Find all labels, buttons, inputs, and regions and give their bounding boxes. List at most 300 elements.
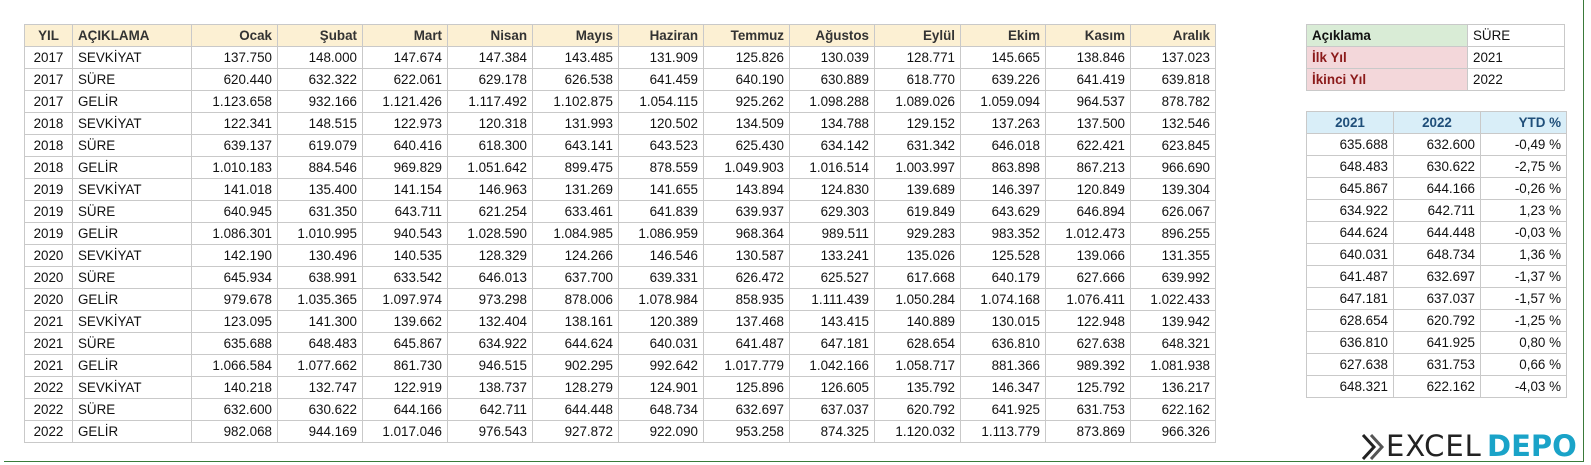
table-cell[interactable]: 2017: [25, 47, 73, 69]
ytd-cell[interactable]: 644.166: [1394, 178, 1481, 200]
table-cell[interactable]: 1.042.166: [790, 355, 875, 377]
ytd-column-header[interactable]: 2021: [1307, 112, 1394, 134]
table-cell[interactable]: 940.543: [363, 223, 448, 245]
table-cell[interactable]: 878.006: [533, 289, 619, 311]
ytd-cell[interactable]: -0,26 %: [1481, 178, 1567, 200]
table-cell[interactable]: 148.000: [278, 47, 363, 69]
table-cell[interactable]: 640.190: [704, 69, 790, 91]
table-cell[interactable]: 2019: [25, 201, 73, 223]
ytd-cell[interactable]: -1,57 %: [1481, 288, 1567, 310]
table-cell[interactable]: 136.217: [1131, 377, 1216, 399]
table-cell[interactable]: 2018: [25, 157, 73, 179]
table-cell[interactable]: 1.086.301: [192, 223, 278, 245]
table-cell[interactable]: 640.416: [363, 135, 448, 157]
table-cell[interactable]: 634.142: [790, 135, 875, 157]
ytd-cell[interactable]: -2,75 %: [1481, 156, 1567, 178]
table-cell[interactable]: 622.421: [1046, 135, 1131, 157]
table-cell[interactable]: 139.066: [1046, 245, 1131, 267]
table-cell[interactable]: 617.668: [875, 267, 961, 289]
column-header[interactable]: Ağustos: [790, 25, 875, 47]
table-cell[interactable]: 143.894: [704, 179, 790, 201]
table-cell[interactable]: 623.845: [1131, 135, 1216, 157]
table-cell[interactable]: 639.818: [1131, 69, 1216, 91]
ytd-cell[interactable]: 627.638: [1307, 354, 1394, 376]
table-cell[interactable]: 141.300: [278, 311, 363, 333]
table-cell[interactable]: 639.937: [704, 201, 790, 223]
ytd-cell[interactable]: 0,66 %: [1481, 354, 1567, 376]
column-header[interactable]: Nisan: [448, 25, 533, 47]
table-cell[interactable]: 989.392: [1046, 355, 1131, 377]
table-cell[interactable]: 139.304: [1131, 179, 1216, 201]
ytd-cell[interactable]: 635.688: [1307, 134, 1394, 156]
table-cell[interactable]: 2020: [25, 245, 73, 267]
table-cell[interactable]: 979.678: [192, 289, 278, 311]
table-cell[interactable]: 982.068: [192, 421, 278, 443]
table-cell[interactable]: 902.295: [533, 355, 619, 377]
table-cell[interactable]: 146.963: [448, 179, 533, 201]
table-cell[interactable]: GELİR: [73, 355, 192, 377]
table-cell[interactable]: 1.022.433: [1131, 289, 1216, 311]
table-cell[interactable]: 976.543: [448, 421, 533, 443]
table-cell[interactable]: 1.003.997: [875, 157, 961, 179]
ytd-cell[interactable]: 644.624: [1307, 222, 1394, 244]
table-cell[interactable]: 642.711: [448, 399, 533, 421]
table-cell[interactable]: 2017: [25, 69, 73, 91]
table-cell[interactable]: 1.097.974: [363, 289, 448, 311]
table-cell[interactable]: 130.587: [704, 245, 790, 267]
table-cell[interactable]: 969.829: [363, 157, 448, 179]
table-cell[interactable]: 132.747: [278, 377, 363, 399]
table-cell[interactable]: 925.262: [704, 91, 790, 113]
ytd-cell[interactable]: 647.181: [1307, 288, 1394, 310]
table-cell[interactable]: 1.010.995: [278, 223, 363, 245]
table-cell[interactable]: 125.528: [961, 245, 1046, 267]
table-cell[interactable]: SÜRE: [73, 135, 192, 157]
table-cell[interactable]: 125.896: [704, 377, 790, 399]
column-header[interactable]: AÇIKLAMA: [73, 25, 192, 47]
table-cell[interactable]: 139.942: [1131, 311, 1216, 333]
table-cell[interactable]: 619.849: [875, 201, 961, 223]
ytd-cell[interactable]: -4,03 %: [1481, 376, 1567, 398]
table-cell[interactable]: 632.600: [192, 399, 278, 421]
table-cell[interactable]: 878.782: [1131, 91, 1216, 113]
table-cell[interactable]: 124.266: [533, 245, 619, 267]
table-cell[interactable]: 122.948: [1046, 311, 1131, 333]
table-cell[interactable]: 899.475: [533, 157, 619, 179]
table-cell[interactable]: 125.826: [704, 47, 790, 69]
table-cell[interactable]: 992.642: [619, 355, 704, 377]
table-cell[interactable]: 137.263: [961, 113, 1046, 135]
table-cell[interactable]: 1.078.984: [619, 289, 704, 311]
table-cell[interactable]: 964.537: [1046, 91, 1131, 113]
table-cell[interactable]: 2019: [25, 223, 73, 245]
table-cell[interactable]: 627.638: [1046, 333, 1131, 355]
table-cell[interactable]: 145.665: [961, 47, 1046, 69]
table-cell[interactable]: 626.067: [1131, 201, 1216, 223]
table-cell[interactable]: 1.102.875: [533, 91, 619, 113]
table-cell[interactable]: 861.730: [363, 355, 448, 377]
table-cell[interactable]: 643.629: [961, 201, 1046, 223]
table-cell[interactable]: 643.711: [363, 201, 448, 223]
table-cell[interactable]: 644.166: [363, 399, 448, 421]
table-cell[interactable]: 134.509: [704, 113, 790, 135]
table-cell[interactable]: 863.898: [961, 157, 1046, 179]
table-cell[interactable]: SEVKİYAT: [73, 311, 192, 333]
param-label[interactable]: İlk Yıl: [1307, 47, 1468, 69]
table-cell[interactable]: 631.753: [1046, 399, 1131, 421]
table-cell[interactable]: 645.867: [363, 333, 448, 355]
ytd-cell[interactable]: 632.600: [1394, 134, 1481, 156]
table-cell[interactable]: 1.017.046: [363, 421, 448, 443]
table-cell[interactable]: 147.384: [448, 47, 533, 69]
param-value[interactable]: 2022: [1468, 69, 1565, 91]
table-cell[interactable]: 1.086.959: [619, 223, 704, 245]
table-cell[interactable]: SEVKİYAT: [73, 113, 192, 135]
table-cell[interactable]: 640.179: [961, 267, 1046, 289]
table-cell[interactable]: 641.925: [961, 399, 1046, 421]
ytd-cell[interactable]: 642.711: [1394, 200, 1481, 222]
table-cell[interactable]: 139.662: [363, 311, 448, 333]
table-cell[interactable]: SÜRE: [73, 399, 192, 421]
table-cell[interactable]: 645.934: [192, 267, 278, 289]
table-cell[interactable]: 867.213: [1046, 157, 1131, 179]
table-cell[interactable]: 143.485: [533, 47, 619, 69]
table-cell[interactable]: 126.605: [790, 377, 875, 399]
table-cell[interactable]: 629.178: [448, 69, 533, 91]
ytd-cell[interactable]: 620.792: [1394, 310, 1481, 332]
table-cell[interactable]: 135.400: [278, 179, 363, 201]
table-cell[interactable]: 620.792: [875, 399, 961, 421]
table-cell[interactable]: 1.123.658: [192, 91, 278, 113]
table-cell[interactable]: 122.341: [192, 113, 278, 135]
table-cell[interactable]: 625.527: [790, 267, 875, 289]
table-cell[interactable]: 2020: [25, 289, 73, 311]
table-cell[interactable]: GELİR: [73, 289, 192, 311]
table-cell[interactable]: 873.869: [1046, 421, 1131, 443]
table-cell[interactable]: 2017: [25, 91, 73, 113]
table-cell[interactable]: 628.654: [875, 333, 961, 355]
table-cell[interactable]: 922.090: [619, 421, 704, 443]
table-cell[interactable]: 120.849: [1046, 179, 1131, 201]
table-cell[interactable]: 140.218: [192, 377, 278, 399]
table-cell[interactable]: SEVKİYAT: [73, 179, 192, 201]
table-cell[interactable]: 1.035.365: [278, 289, 363, 311]
ytd-cell[interactable]: 641.487: [1307, 266, 1394, 288]
table-cell[interactable]: 1.111.439: [790, 289, 875, 311]
table-cell[interactable]: 139.689: [875, 179, 961, 201]
ytd-cell[interactable]: -1,25 %: [1481, 310, 1567, 332]
table-cell[interactable]: GELİR: [73, 91, 192, 113]
table-cell[interactable]: 646.894: [1046, 201, 1131, 223]
table-cell[interactable]: 132.546: [1131, 113, 1216, 135]
table-cell[interactable]: 2022: [25, 377, 73, 399]
table-cell[interactable]: 636.810: [961, 333, 1046, 355]
ytd-cell[interactable]: 648.734: [1394, 244, 1481, 266]
ytd-cell[interactable]: 648.321: [1307, 376, 1394, 398]
ytd-cell[interactable]: -0,03 %: [1481, 222, 1567, 244]
table-cell[interactable]: 1.084.985: [533, 223, 619, 245]
ytd-cell[interactable]: 636.810: [1307, 332, 1394, 354]
table-cell[interactable]: 1.120.032: [875, 421, 961, 443]
table-cell[interactable]: 881.366: [961, 355, 1046, 377]
table-cell[interactable]: 1.010.183: [192, 157, 278, 179]
ytd-cell[interactable]: 622.162: [1394, 376, 1481, 398]
table-cell[interactable]: 128.771: [875, 47, 961, 69]
table-cell[interactable]: 625.430: [704, 135, 790, 157]
table-cell[interactable]: 141.018: [192, 179, 278, 201]
ytd-cell[interactable]: 1,23 %: [1481, 200, 1567, 222]
param-value[interactable]: 2021: [1468, 47, 1565, 69]
table-cell[interactable]: 633.542: [363, 267, 448, 289]
table-cell[interactable]: 632.697: [704, 399, 790, 421]
table-cell[interactable]: 128.279: [533, 377, 619, 399]
table-cell[interactable]: 130.015: [961, 311, 1046, 333]
ytd-cell[interactable]: 628.654: [1307, 310, 1394, 332]
table-cell[interactable]: 1.113.779: [961, 421, 1046, 443]
table-cell[interactable]: 639.226: [961, 69, 1046, 91]
table-cell[interactable]: 1.012.473: [1046, 223, 1131, 245]
table-cell[interactable]: 140.535: [363, 245, 448, 267]
table-cell[interactable]: 638.991: [278, 267, 363, 289]
column-header[interactable]: YIL: [25, 25, 73, 47]
table-cell[interactable]: 989.511: [790, 223, 875, 245]
table-cell[interactable]: 630.622: [278, 399, 363, 421]
table-cell[interactable]: 124.901: [619, 377, 704, 399]
table-cell[interactable]: 131.993: [533, 113, 619, 135]
table-cell[interactable]: 146.347: [961, 377, 1046, 399]
table-cell[interactable]: 1.089.026: [875, 91, 961, 113]
table-cell[interactable]: 120.318: [448, 113, 533, 135]
table-cell[interactable]: 973.298: [448, 289, 533, 311]
column-header[interactable]: Mart: [363, 25, 448, 47]
table-cell[interactable]: 929.283: [875, 223, 961, 245]
table-cell[interactable]: 125.792: [1046, 377, 1131, 399]
table-cell[interactable]: 1.017.779: [704, 355, 790, 377]
table-cell[interactable]: 884.546: [278, 157, 363, 179]
table-cell[interactable]: SÜRE: [73, 333, 192, 355]
table-cell[interactable]: 2021: [25, 311, 73, 333]
table-cell[interactable]: 135.026: [875, 245, 961, 267]
table-cell[interactable]: 2022: [25, 399, 73, 421]
table-cell[interactable]: 120.389: [619, 311, 704, 333]
table-cell[interactable]: 129.152: [875, 113, 961, 135]
table-cell[interactable]: 944.169: [278, 421, 363, 443]
table-cell[interactable]: 648.734: [619, 399, 704, 421]
table-cell[interactable]: GELİR: [73, 421, 192, 443]
ytd-cell[interactable]: -0,49 %: [1481, 134, 1567, 156]
table-cell[interactable]: 641.419: [1046, 69, 1131, 91]
ytd-cell[interactable]: 630.622: [1394, 156, 1481, 178]
table-cell[interactable]: 618.300: [448, 135, 533, 157]
table-cell[interactable]: 123.095: [192, 311, 278, 333]
table-cell[interactable]: 966.690: [1131, 157, 1216, 179]
table-cell[interactable]: 641.839: [619, 201, 704, 223]
table-cell[interactable]: 621.254: [448, 201, 533, 223]
table-cell[interactable]: 134.788: [790, 113, 875, 135]
column-header[interactable]: Aralık: [1131, 25, 1216, 47]
table-cell[interactable]: 138.161: [533, 311, 619, 333]
table-cell[interactable]: 130.496: [278, 245, 363, 267]
table-cell[interactable]: 637.037: [790, 399, 875, 421]
table-cell[interactable]: 634.922: [448, 333, 533, 355]
table-cell[interactable]: 622.162: [1131, 399, 1216, 421]
column-header[interactable]: Mayıs: [533, 25, 619, 47]
table-cell[interactable]: 137.500: [1046, 113, 1131, 135]
table-cell[interactable]: 137.023: [1131, 47, 1216, 69]
ytd-cell[interactable]: 637.037: [1394, 288, 1481, 310]
table-cell[interactable]: 633.461: [533, 201, 619, 223]
ytd-cell[interactable]: 641.925: [1394, 332, 1481, 354]
table-cell[interactable]: 620.440: [192, 69, 278, 91]
table-cell[interactable]: 135.792: [875, 377, 961, 399]
param-value[interactable]: SÜRE: [1468, 25, 1565, 47]
table-cell[interactable]: 1.077.662: [278, 355, 363, 377]
table-cell[interactable]: 146.546: [619, 245, 704, 267]
table-cell[interactable]: 128.329: [448, 245, 533, 267]
table-cell[interactable]: 646.013: [448, 267, 533, 289]
table-cell[interactable]: 2018: [25, 135, 73, 157]
ytd-cell[interactable]: 634.922: [1307, 200, 1394, 222]
table-cell[interactable]: 148.515: [278, 113, 363, 135]
table-cell[interactable]: 858.935: [704, 289, 790, 311]
table-cell[interactable]: SEVKİYAT: [73, 245, 192, 267]
table-cell[interactable]: 618.770: [875, 69, 961, 91]
table-cell[interactable]: 643.141: [533, 135, 619, 157]
table-cell[interactable]: 143.415: [790, 311, 875, 333]
table-cell[interactable]: 966.326: [1131, 421, 1216, 443]
table-cell[interactable]: 1.059.094: [961, 91, 1046, 113]
param-label[interactable]: İkinci Yıl: [1307, 69, 1468, 91]
table-cell[interactable]: 643.523: [619, 135, 704, 157]
table-cell[interactable]: 1.016.514: [790, 157, 875, 179]
table-cell[interactable]: 630.889: [790, 69, 875, 91]
ytd-cell[interactable]: 644.448: [1394, 222, 1481, 244]
table-cell[interactable]: 968.364: [704, 223, 790, 245]
table-cell[interactable]: 1.058.717: [875, 355, 961, 377]
table-cell[interactable]: 131.355: [1131, 245, 1216, 267]
table-cell[interactable]: 637.700: [533, 267, 619, 289]
table-cell[interactable]: 896.255: [1131, 223, 1216, 245]
table-cell[interactable]: SÜRE: [73, 267, 192, 289]
table-cell[interactable]: 640.031: [619, 333, 704, 355]
table-cell[interactable]: 1.076.411: [1046, 289, 1131, 311]
table-cell[interactable]: SÜRE: [73, 69, 192, 91]
table-cell[interactable]: 627.666: [1046, 267, 1131, 289]
table-cell[interactable]: 141.655: [619, 179, 704, 201]
table-cell[interactable]: 140.889: [875, 311, 961, 333]
column-header[interactable]: Eylül: [875, 25, 961, 47]
table-cell[interactable]: 629.303: [790, 201, 875, 223]
table-cell[interactable]: 131.269: [533, 179, 619, 201]
table-cell[interactable]: 2021: [25, 355, 73, 377]
table-cell[interactable]: SEVKİYAT: [73, 47, 192, 69]
table-cell[interactable]: 147.674: [363, 47, 448, 69]
table-cell[interactable]: 1.050.284: [875, 289, 961, 311]
table-cell[interactable]: 2018: [25, 113, 73, 135]
ytd-cell[interactable]: -1,37 %: [1481, 266, 1567, 288]
table-cell[interactable]: 2020: [25, 267, 73, 289]
table-cell[interactable]: 874.325: [790, 421, 875, 443]
table-cell[interactable]: 932.166: [278, 91, 363, 113]
table-cell[interactable]: 644.448: [533, 399, 619, 421]
ytd-cell[interactable]: 631.753: [1394, 354, 1481, 376]
table-cell[interactable]: 142.190: [192, 245, 278, 267]
table-cell[interactable]: 641.487: [704, 333, 790, 355]
table-cell[interactable]: 631.350: [278, 201, 363, 223]
table-cell[interactable]: 130.039: [790, 47, 875, 69]
table-cell[interactable]: 133.241: [790, 245, 875, 267]
table-cell[interactable]: 927.872: [533, 421, 619, 443]
table-cell[interactable]: 141.154: [363, 179, 448, 201]
ytd-column-header[interactable]: YTD %: [1481, 112, 1567, 134]
table-cell[interactable]: 1.117.492: [448, 91, 533, 113]
table-cell[interactable]: 639.137: [192, 135, 278, 157]
table-cell[interactable]: 1.054.115: [619, 91, 704, 113]
table-cell[interactable]: 631.342: [875, 135, 961, 157]
column-header[interactable]: Kasım: [1046, 25, 1131, 47]
table-cell[interactable]: 137.468: [704, 311, 790, 333]
table-cell[interactable]: 2022: [25, 421, 73, 443]
table-cell[interactable]: 132.404: [448, 311, 533, 333]
ytd-cell[interactable]: 1,36 %: [1481, 244, 1567, 266]
table-cell[interactable]: 946.515: [448, 355, 533, 377]
column-header[interactable]: Temmuz: [704, 25, 790, 47]
column-header[interactable]: Şubat: [278, 25, 363, 47]
table-cell[interactable]: 122.919: [363, 377, 448, 399]
table-cell[interactable]: 124.830: [790, 179, 875, 201]
table-cell[interactable]: 1.051.642: [448, 157, 533, 179]
table-cell[interactable]: 1.049.903: [704, 157, 790, 179]
table-cell[interactable]: SÜRE: [73, 201, 192, 223]
ytd-cell[interactable]: 0,80 %: [1481, 332, 1567, 354]
table-cell[interactable]: 647.181: [790, 333, 875, 355]
column-header[interactable]: Ocak: [192, 25, 278, 47]
table-cell[interactable]: 878.559: [619, 157, 704, 179]
column-header[interactable]: Ekim: [961, 25, 1046, 47]
table-cell[interactable]: 1.121.426: [363, 91, 448, 113]
table-cell[interactable]: 1.066.584: [192, 355, 278, 377]
table-cell[interactable]: 138.737: [448, 377, 533, 399]
table-cell[interactable]: 137.750: [192, 47, 278, 69]
ytd-cell[interactable]: 640.031: [1307, 244, 1394, 266]
table-cell[interactable]: 120.502: [619, 113, 704, 135]
param-label[interactable]: Açıklama: [1307, 25, 1468, 47]
table-cell[interactable]: 2021: [25, 333, 73, 355]
ytd-cell[interactable]: 645.867: [1307, 178, 1394, 200]
table-cell[interactable]: GELİR: [73, 223, 192, 245]
table-cell[interactable]: 1.098.288: [790, 91, 875, 113]
table-cell[interactable]: 626.472: [704, 267, 790, 289]
table-cell[interactable]: 146.397: [961, 179, 1046, 201]
table-cell[interactable]: 619.079: [278, 135, 363, 157]
table-cell[interactable]: 953.258: [704, 421, 790, 443]
table-cell[interactable]: 122.973: [363, 113, 448, 135]
ytd-cell[interactable]: 632.697: [1394, 266, 1481, 288]
table-cell[interactable]: GELİR: [73, 157, 192, 179]
ytd-cell[interactable]: 648.483: [1307, 156, 1394, 178]
column-header[interactable]: Haziran: [619, 25, 704, 47]
table-cell[interactable]: 131.909: [619, 47, 704, 69]
table-cell[interactable]: 626.538: [533, 69, 619, 91]
table-cell[interactable]: 644.624: [533, 333, 619, 355]
table-cell[interactable]: 639.331: [619, 267, 704, 289]
table-cell[interactable]: 1.074.168: [961, 289, 1046, 311]
table-cell[interactable]: 639.992: [1131, 267, 1216, 289]
ytd-column-header[interactable]: 2022: [1394, 112, 1481, 134]
table-cell[interactable]: 641.459: [619, 69, 704, 91]
table-cell[interactable]: 983.352: [961, 223, 1046, 245]
table-cell[interactable]: 1.028.590: [448, 223, 533, 245]
